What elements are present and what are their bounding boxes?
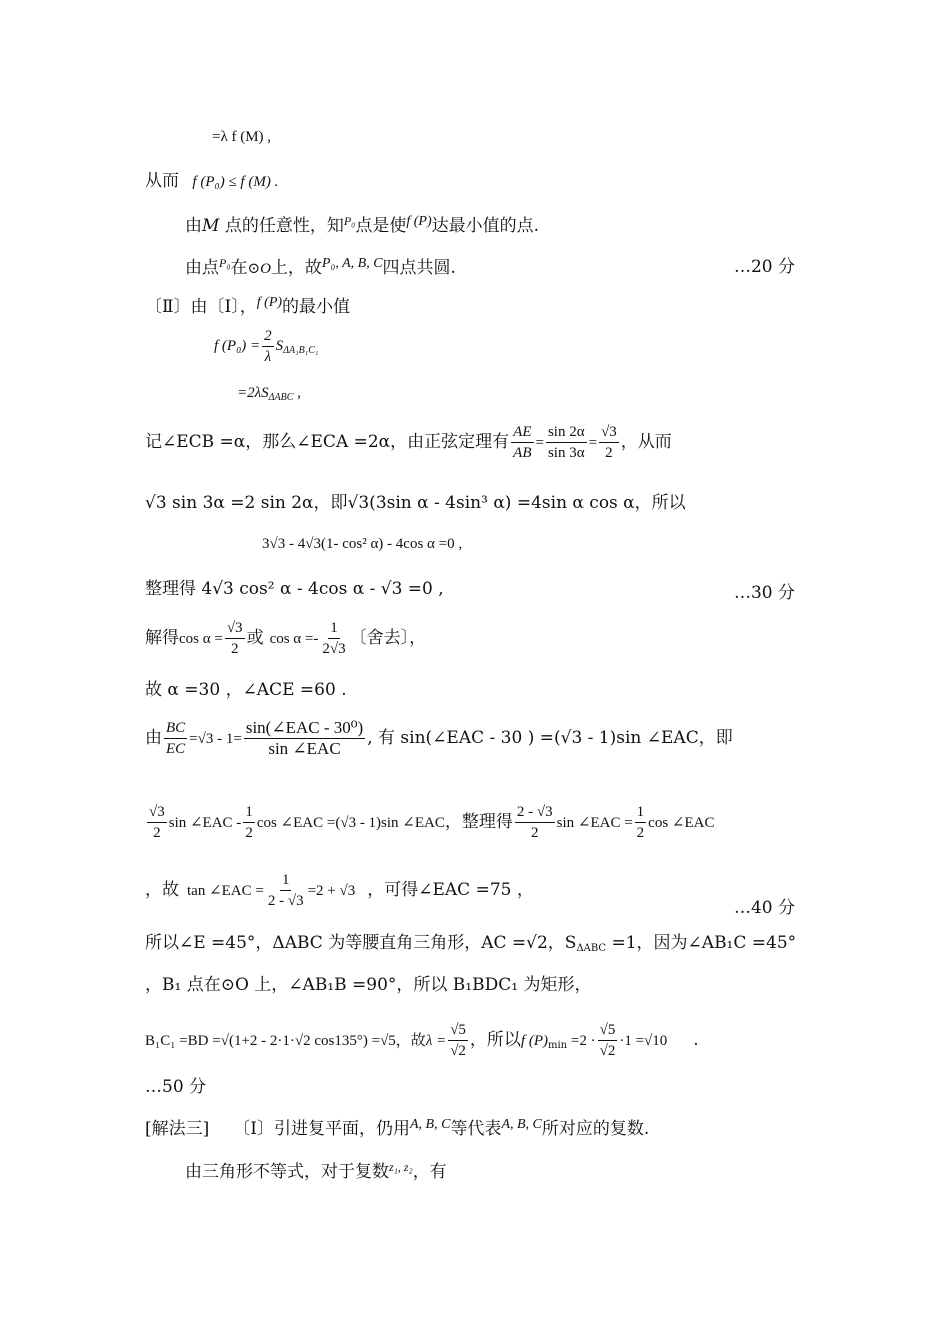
text-line: 〔Ⅱ〕由〔Ⅰ〕，$^{f (P)}$的最小值	[145, 295, 351, 317]
text-line: √3 sin 3α =2 sin 2α，即√3(3sin α - 4sin³ α) =4sin α cos α，所以	[145, 493, 686, 513]
text-line: 故 α =30 ，∠ACE =60 .	[145, 680, 347, 700]
text-line: [解法三] 〔Ⅰ〕引进复平面，仍用$^{A, B, C}$等代表$^{A, B, C}$所对应的复数.	[145, 1117, 650, 1139]
score-marker: …40 分	[733, 898, 795, 918]
text-line: $\frac{√3}{2}$ sin ∠EAC - $\frac{1}{2}$ cos ∠EAC =(√3 - 1)sin ∠EAC，整理得 $\frac{2 - √3}{2}$ sin ∠EAC = $\frac{1}{2}$ cos ∠EAC	[149, 804, 715, 841]
text-line: 由三角形不等式，对于复数$^{z_1, z_2}$，有	[185, 1160, 447, 1182]
text-line: 记∠ECB =α，那么∠ECA =2α，由正弦定理有 $\frac{AE}{AB}$ = $\frac{\sin 2\alpha}{\sin 3\alpha}$ = $\frac{√3}{2}$ ，从而	[145, 424, 672, 461]
equation-line: $=2\lambda S_{\Delta ABC}$ ,	[237, 385, 301, 403]
text-line: 从而 f (P₀) ≤ f (M) .	[145, 171, 279, 191]
text-line: 由M 点的任意性，知$^{P_0}$点是使$^{f (P)}$达最小值的点.	[185, 214, 540, 236]
equation-line: =λ f (M) ,	[212, 129, 272, 145]
text-line: ，故 tan ∠EAC = $\frac{1}{2 - √3}$ =2 + √3 ，可得∠EAC =75 ，	[145, 872, 534, 909]
text-line: B₁C₁ =BD =√(1+2 - 2·1·√2 cos135°) =√5，故λ = $\frac{√5}{√2}$ ，所以f $(P)_{min} =2$ · $\frac{√5}{√2}$ ·1 =√10 .	[145, 1022, 699, 1059]
text-line: 整理得 4√3 cos² α - 4cos α - √3 =0 ,	[145, 579, 444, 599]
text-line: 解得cos α = $\frac{√3}{2}$ 或 cos α =- $\frac{1}{2√3}$ 〔舍去〕，	[145, 620, 427, 657]
equation-line: f (P₀) = $\frac{2}{\lambda}$ $S_{\Delta A_1B_1C_1}$	[214, 328, 319, 365]
score-marker: …30 分	[733, 583, 795, 603]
text-line: 由 $\frac{BC}{EC}$ =√3 - 1= $\frac{\text{sin(∠EAC - 30⁰)}}{\text{sin ∠EAC}}$ , 有 sin(∠EAC - 30 ) =(√3 - 1)sin ∠EAC，即	[145, 718, 733, 758]
text-line: 由点$^{P_0}$在⊙O上，故$^{P_0, A, B, C}$四点共圆.	[185, 256, 456, 278]
equation-line: 3√3 - 4√3(1- cos² α) - 4cos α =0 ,	[262, 536, 463, 552]
score-marker: …20 分	[733, 257, 795, 277]
score-marker: …50 分	[145, 1077, 207, 1097]
text-line: ，B₁ 点在⊙O 上，∠AB₁B =90°，所以 B₁BDC₁ 为矩形，	[145, 975, 592, 995]
text-line: 所以∠E =45°，ΔABC 为等腰直角三角形，AC =√2，$S_{\Delta ABC} =1$，因为∠AB₁C =45°	[145, 933, 797, 954]
